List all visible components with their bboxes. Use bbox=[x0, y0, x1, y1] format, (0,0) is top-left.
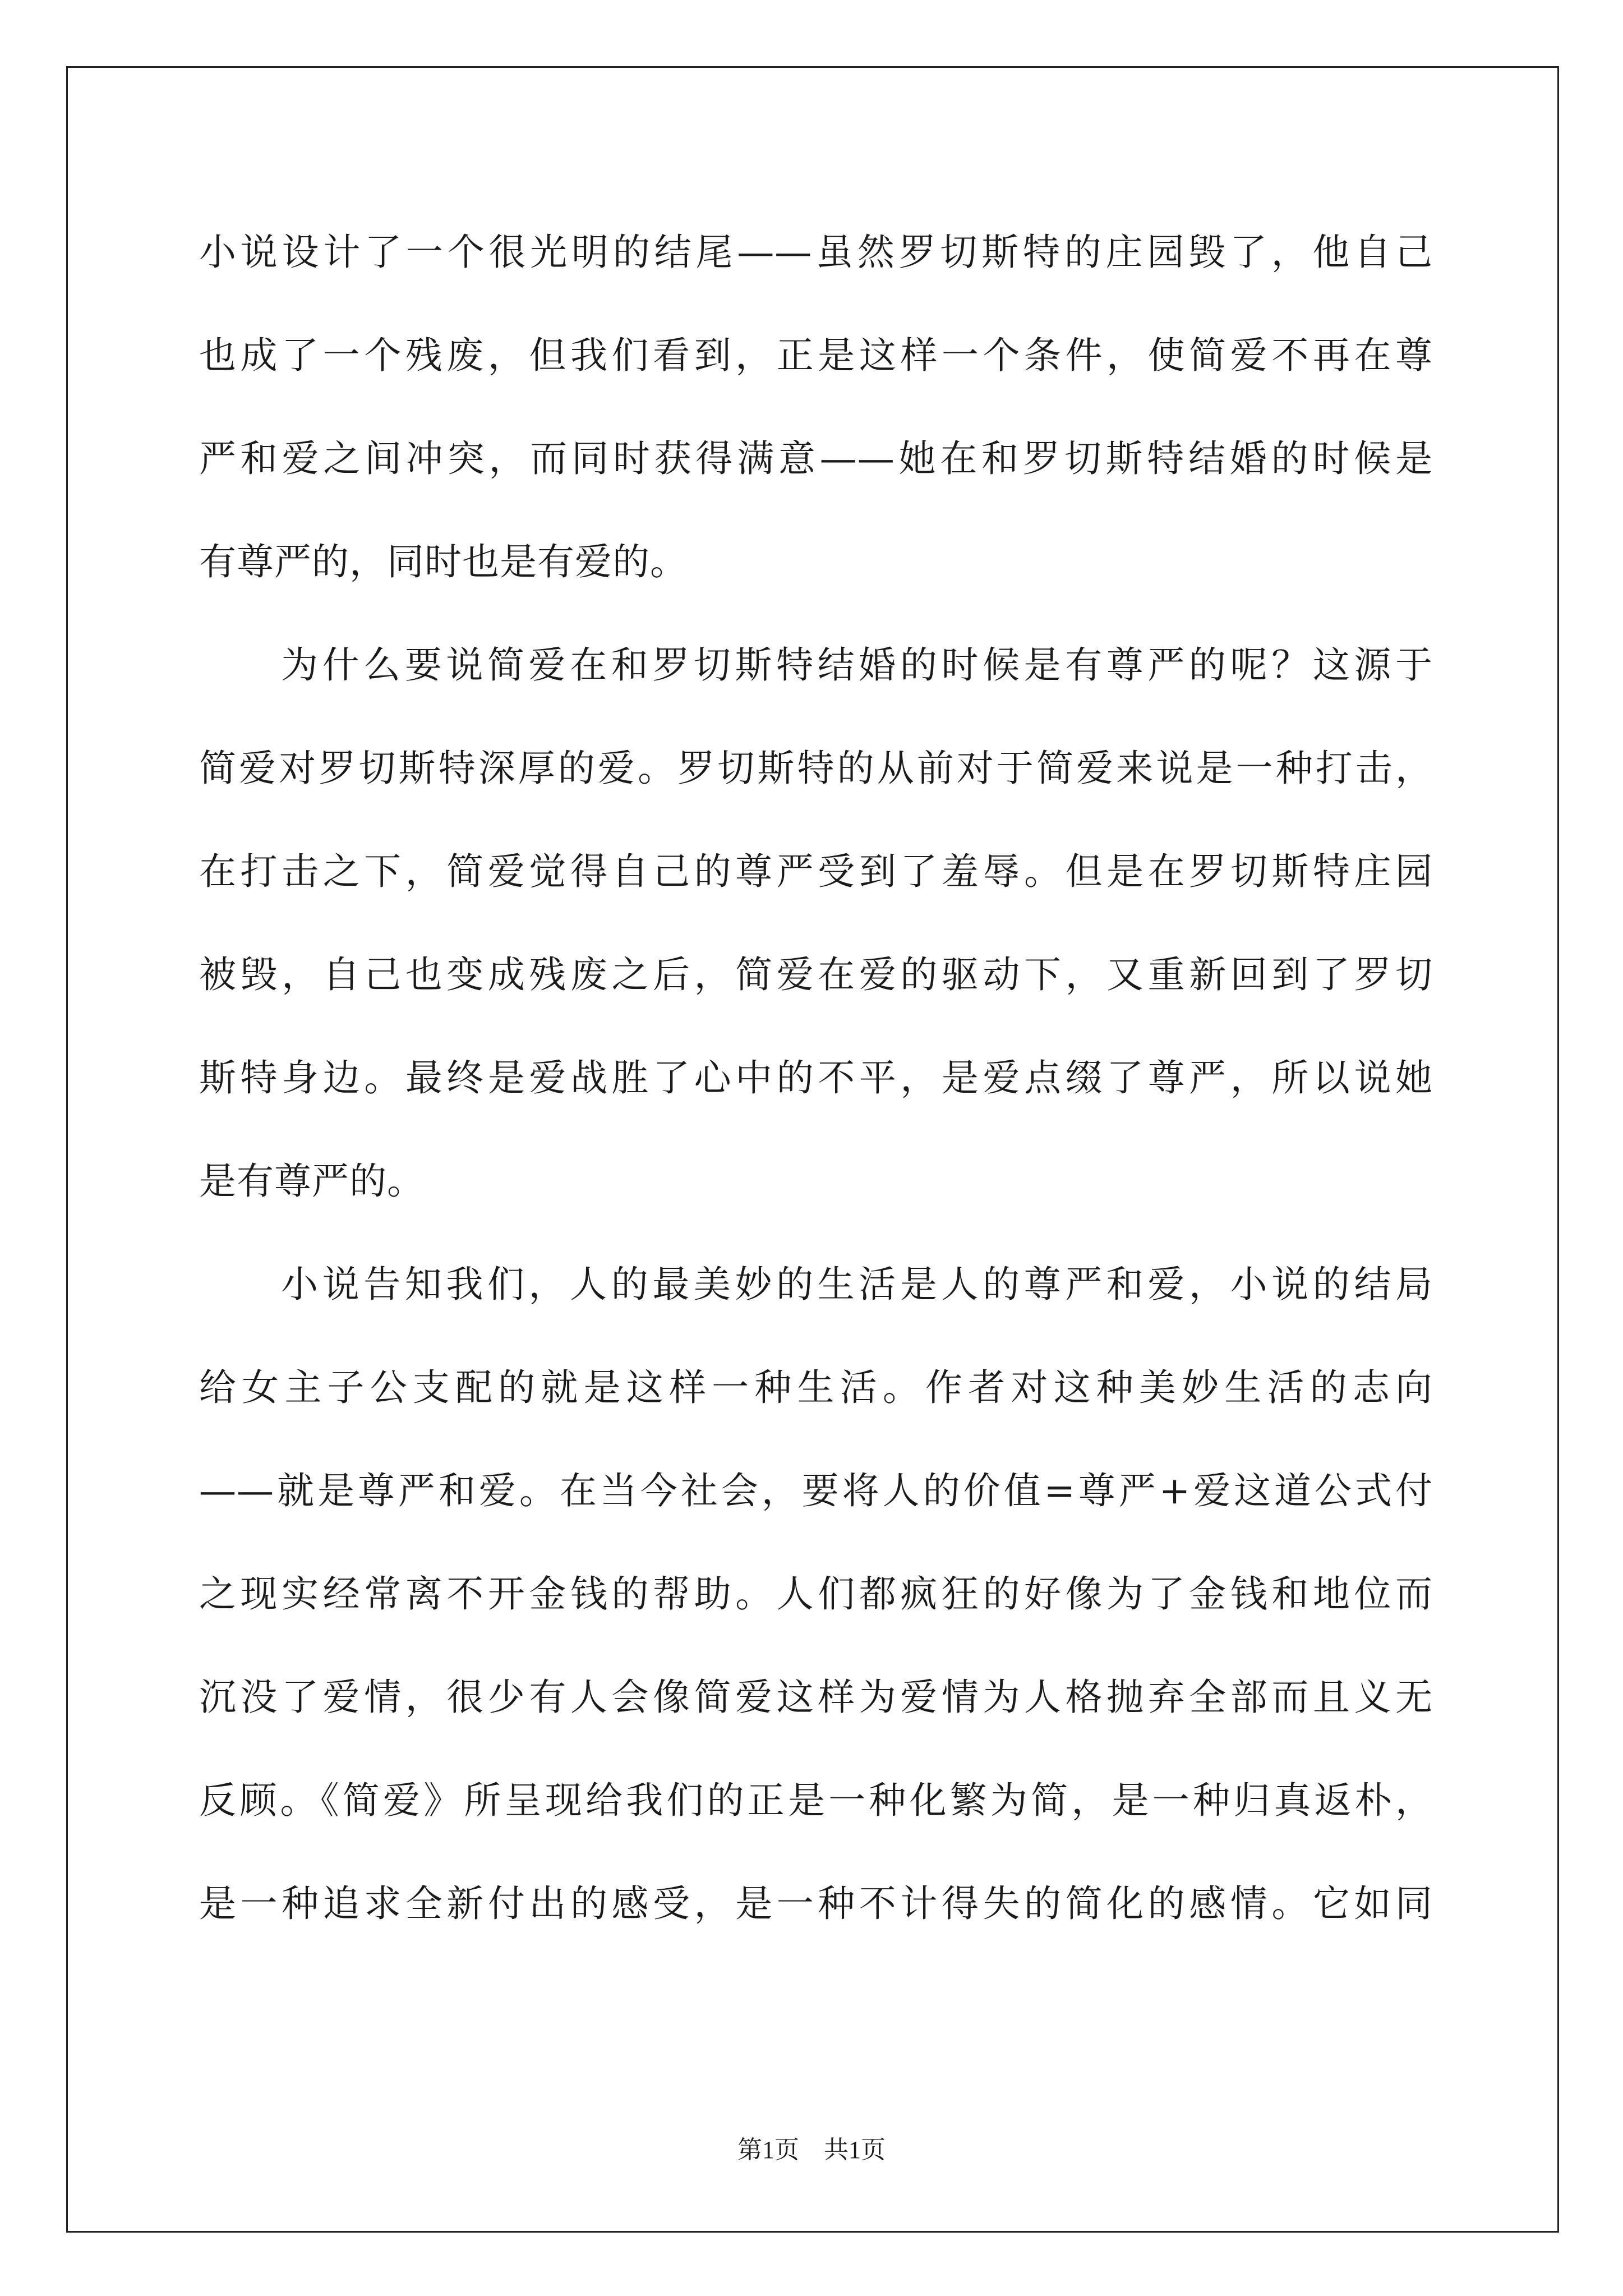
page-number-current: 第1页 bbox=[737, 2136, 799, 2164]
text-line: 严和爱之间冲突，而同时获得满意——她在和罗切斯特结婚的时候是 bbox=[199, 437, 1433, 480]
paragraph-first-line: 小说告知我们，人的最美妙的生活是人的尊严和爱，小说的结局 bbox=[281, 1263, 1433, 1306]
text-line: 在打击之下，简爱觉得自己的尊严受到了羞辱。但是在罗切斯特庄园 bbox=[199, 850, 1433, 893]
text-line: 之现实经常离不开金钱的帮助。人们都疯狂的好像为了金钱和地位而 bbox=[199, 1572, 1433, 1616]
text-line: 反顾。《简爱》所呈现给我们的正是一种化繁为简，是一种归真返朴， bbox=[199, 1779, 1433, 1822]
text-line: 沉没了爱情，很少有人会像简爱这样为爱情为人格抛弃全部而且义无 bbox=[199, 1676, 1433, 1719]
text-line: 也成了一个残废，但我们看到，正是这样一个条件，使简爱不再在尊 bbox=[199, 334, 1433, 377]
document-body bbox=[199, 219, 1433, 1973]
text-line: ——就是尊严和爱。在当今社会，要将人的价值=尊严+爱这道公式付 bbox=[199, 1469, 1433, 1512]
text-line: 简爱对罗切斯特深厚的爱。罗切斯特的从前对于简爱来说是一种打击， bbox=[199, 747, 1433, 790]
text-line: 斯特身边。最终是爱战胜了心中的不平，是爱点缀了尊严，所以说她 bbox=[199, 1056, 1433, 1099]
text-line: 有尊严的，同时也是有爱的。 bbox=[199, 540, 688, 583]
text-line: 被毁，自己也变成残废之后，简爱在爱的驱动下，又重新回到了罗切 bbox=[199, 953, 1433, 996]
text-line: 是一种追求全新付出的感受，是一种不计得失的简化的感情。它如同 bbox=[199, 1882, 1433, 1925]
text-line: 是有尊严的。 bbox=[199, 1159, 425, 1203]
text-line: 小说设计了一个很光明的结尾——虽然罗切斯特的庄园毁了，他自己 bbox=[199, 231, 1433, 274]
page-footer bbox=[0, 2129, 1623, 2165]
paragraph-first-line: 为什么要说简爱在和罗切斯特结婚的时候是有尊严的呢？这源于 bbox=[281, 643, 1433, 687]
page-number-total: 共1页 bbox=[824, 2136, 886, 2164]
text-line: 给女主子公支配的就是这样一种生活。作者对这种美妙生活的志向 bbox=[199, 1366, 1433, 1409]
